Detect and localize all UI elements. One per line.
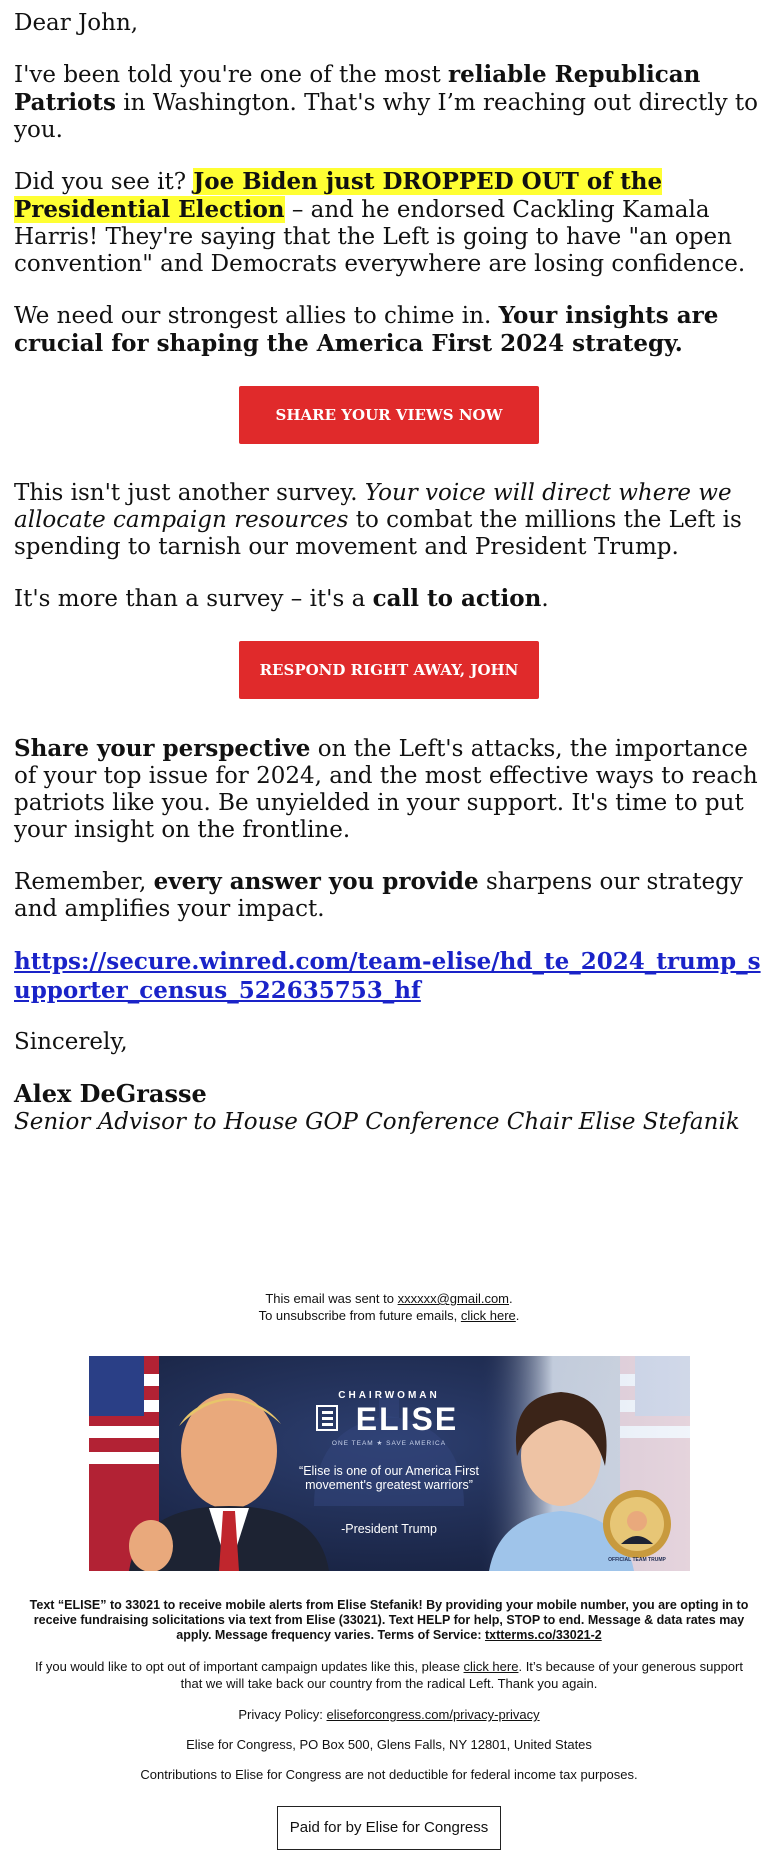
survey-link[interactable]: https://secure.winred.com/team-elise/hd_te_2024_trump_supporter_census_522635753_hf (14, 948, 761, 1004)
official-badge (603, 1490, 671, 1558)
signature-title: Senior Advisor to House GOP Conference Chair Elise Stefanik (14, 1109, 740, 1135)
text: Text “ELISE” to 33021 to receive mobile alerts from Elise Stefanik! By providing your mobile number, you are opting in to receive fundraising solicitations via text from Elise (33021). Text HELP for help, STOP to end. Message & data rates may apply. Message frequency varies. Terms of Service: (29, 1598, 749, 1642)
privacy-link[interactable]: eliseforcongress.com/privacy-privacy (326, 1707, 540, 1722)
banner-quote: “Elise is one of our America First movement's greatest warriors” (299, 1464, 479, 1492)
tax-notice: Contributions to Elise for Congress are not deductible for federal income tax purposes. (140, 1767, 638, 1782)
signature (14, 1080, 764, 1136)
text: . It’s because of your generous support that we will take back our country from the radical Left. Thank you again. (180, 1659, 743, 1691)
paragraph-perspective (14, 735, 764, 844)
text: If you would like to opt out of important campaign updates like this, please (35, 1659, 464, 1674)
bold-text: Your insights are crucial for shaping the America First 2024 strategy. (14, 302, 719, 357)
bold-text: Share your perspective (14, 735, 311, 762)
closing: Sincerely, (14, 1029, 128, 1055)
italic-text: Your voice will direct where we allocate campaign resources (14, 480, 732, 533)
bold-text: reliable Republican Patriots (14, 61, 701, 116)
paragraph-allies (14, 302, 764, 358)
text: . (515, 1308, 520, 1323)
unsubscribe-link[interactable]: click here (460, 1308, 516, 1323)
button-row (14, 641, 764, 699)
paragraph-call (14, 585, 764, 613)
paid-for-row (0, 1806, 778, 1850)
text: Did you see it? (14, 169, 194, 195)
greeting: Dear John, (14, 10, 139, 36)
banner-badge-text: OFFICIAL TEAM TRUMP (608, 1557, 666, 1563)
text: Remember, (14, 869, 154, 895)
text: . (509, 1291, 513, 1306)
highlighted-text: Joe Biden just DROPPED OUT of the Presidential Election (14, 168, 663, 223)
text: to combat the millions the Left is spending to tarnish our movement and President Trump. (14, 507, 742, 560)
optout-link[interactable]: click here (463, 1659, 519, 1674)
paragraph-survey (14, 480, 764, 561)
text: in Washington. That's why I’m reaching out directly to you. (14, 90, 759, 143)
text: Privacy Policy: (238, 1707, 327, 1722)
banner-attribution: -President Trump (341, 1522, 437, 1536)
campaign-banner[interactable] (89, 1356, 690, 1571)
text: I've been told you're one of the most (14, 62, 449, 88)
button-row (14, 386, 764, 444)
banner-name: ELISE (355, 1401, 459, 1437)
share-views-button[interactable]: SHARE YOUR VIEWS NOW (239, 386, 539, 444)
survey-link-paragraph (14, 947, 764, 1005)
paragraph-intro (14, 61, 764, 144)
paid-for-box: Paid for by Elise for Congress (277, 1806, 501, 1850)
paragraph-remember (14, 868, 764, 923)
text: sharpens our strategy and amplifies your impact. (14, 869, 743, 922)
banner-kicker: CHAIRWOMAN (338, 1390, 440, 1401)
privacy-policy (0, 1706, 778, 1723)
text: To unsubscribe from future emails, (258, 1308, 461, 1323)
text: on the Left's attacks, the importance of your top issue for 2024, and the most effective ways to reach patriots like you. Be unyielded in your support. It's time to put your insight on the frontline. (14, 736, 758, 843)
text: – and he endorsed Cackling Kamala Harris! They're saying that the Left is going to have "an open convention" and Democrats everywhere are losing confidence. (14, 197, 746, 277)
optout-notice (0, 1658, 778, 1692)
bold-text: every answer you provide (153, 868, 479, 895)
text: This email was sent to (265, 1291, 398, 1306)
text: We need our strongest allies to chime in. (14, 303, 499, 329)
banner-tagline: ONE TEAM ★ SAVE AMERICA (331, 1440, 447, 1447)
sent-notice (0, 1290, 778, 1324)
text: . (541, 586, 549, 612)
email-link[interactable]: xxxxxx@gmail.com (397, 1291, 510, 1306)
text: This isn't just another survey. (14, 480, 365, 506)
paragraph-news (14, 168, 764, 278)
terms-link[interactable]: txtterms.co/33021-2 (484, 1628, 602, 1642)
mailing-address: Elise for Congress, PO Box 500, Glens Falls, NY 12801, United States (186, 1737, 592, 1752)
text: It's more than a survey – it's a (14, 586, 373, 612)
respond-button[interactable]: RESPOND RIGHT AWAY, JOHN (239, 641, 539, 699)
sms-notice (0, 1598, 778, 1643)
bold-text: call to action (372, 585, 542, 612)
signature-name: Alex DeGrasse (14, 1079, 207, 1108)
